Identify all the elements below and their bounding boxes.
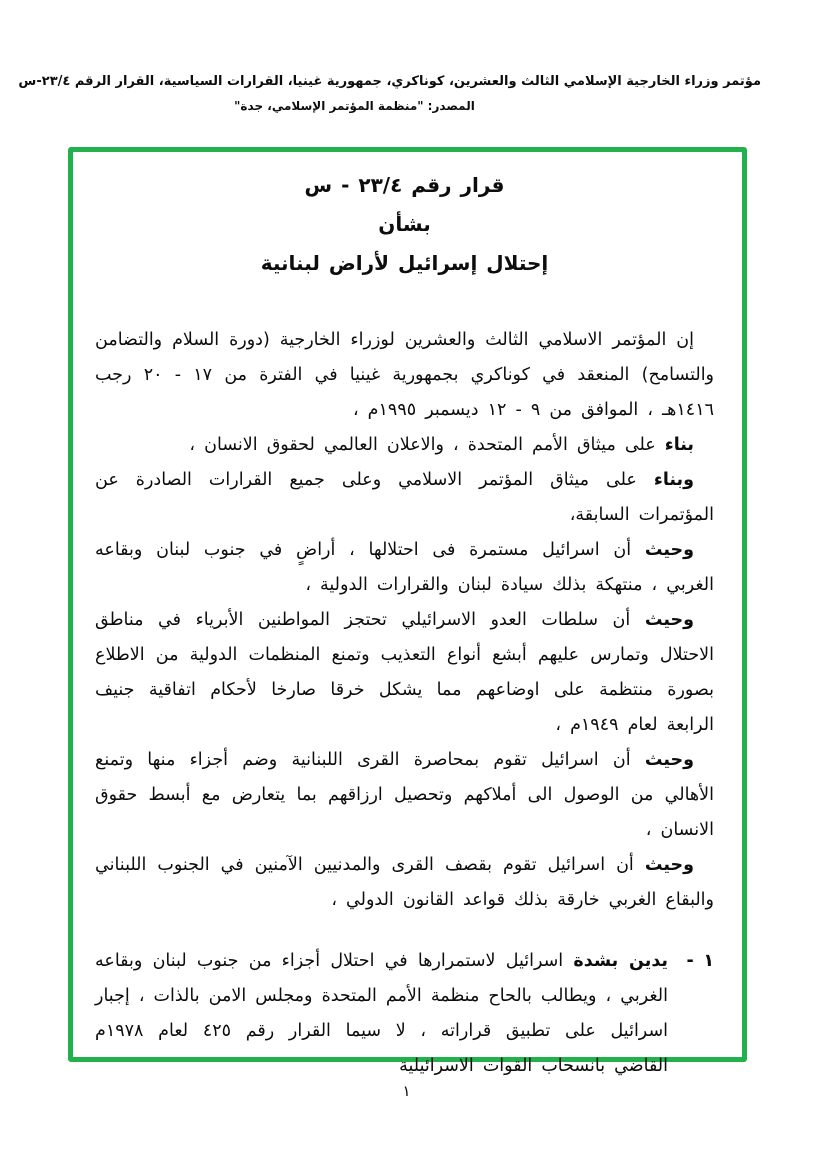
green-highlight-frame <box>68 147 747 1076</box>
paragraph-text: أن سلطات العدو الاسرائيلي تحتجز المواطنين الأبرياء في مناطق الاحتلال وتمارس عليهم أبشع أنواع التعذيب وتمنع المنظمات الدولية من الاطلاع بصورة منتظمة على اوضاعهم مما يشكل خرقا صارخا لأحكام اتفاقية جنيف الرابعة لعام ١٩٤٩م ، <box>95 610 714 735</box>
paragraph-lead: وحيث <box>644 750 694 770</box>
paragraph-text: أن اسرائيل مستمرة فى احتلالها ، أراضٍ في جنوب لبنان وبقاعه الغربي ، منتهكة بذلك سيادة لبنان والقرارات الدولية ، <box>95 540 714 595</box>
document-content <box>73 152 742 1084</box>
preamble-paragraph <box>95 533 714 603</box>
preamble-paragraph <box>95 848 714 918</box>
resolution-body <box>95 323 714 1084</box>
paragraph-lead: وبناء <box>653 470 694 490</box>
paragraph-lead: وحيث <box>644 855 694 875</box>
preamble-paragraph <box>95 743 714 848</box>
paragraph-text: أن اسرائيل تقوم بقصف القرى والمدنيين الآمنين في الجنوب اللبناني والبقاع الغربي خارقة بذلك قواعد القانون الدولي ، <box>95 855 714 910</box>
item-lead: يدين بشدة <box>573 951 668 971</box>
paragraph-lead: بناء <box>664 435 694 455</box>
item-text-paragraph <box>95 944 668 1084</box>
item-number: ١ - <box>686 951 714 971</box>
resolution-subject-title: إحتلال إسرائيل لأراض لبنانية <box>260 251 549 275</box>
resolution-subject-word: بشأن <box>378 212 431 236</box>
header-source-line: مؤتمر وزراء الخارجية الإسلامي الثالث والعشرين، كوناكري، جمهورية غينيا، القرارات السياسية، القرار الرقم ٢٣/٤-س <box>18 74 761 89</box>
resolution-number-title: قرار رقم ٢٣/٤ - س <box>304 173 505 197</box>
preamble-paragraph <box>95 428 714 463</box>
paragraph-text: على ميثاق المؤتمر الاسلامي وعلى جميع القرارات الصادرة عن المؤتمرات السابقة، <box>95 470 714 525</box>
header-publisher-line: المصدر: "منظمة المؤتمر الإسلامي، جدة" <box>234 99 475 113</box>
resolution-item-1 <box>95 944 714 1084</box>
preamble-paragraph <box>95 603 714 743</box>
preamble-paragraph <box>95 323 714 428</box>
item-text: اسرائيل لاستمرارها في احتلال أجزاء من جنوب لبنان وبقاعه الغربي ، ويطالب بالحاح منظمة الأمم المتحدة ومجلس الامن بالذات ، إجبار اسرائيل على تطبيق قراراته ، لا سيما القرار رقم ٤٢٥ لعام ١٩٧٨م القاضي بانسحاب القوات الاسرائيلية <box>95 951 668 1076</box>
preamble-paragraph <box>95 463 714 533</box>
document-header <box>18 74 761 113</box>
paragraph-text: على ميثاق الأمم المتحدة ، والاعلان العالمي لحقوق الانسان ، <box>189 435 665 455</box>
paragraph-text: إن المؤتمر الاسلامي الثالث والعشرين لوزراء الخارجية (دورة السلام والتضامن والتسامح) المنعقد في كوناكري بجمهورية غينيا في الفترة من ١٧ - ٢٠ رجب ١٤١٦هـ ، الموافق من ٩ - ١٢ ديسمبر ١٩٩٥م ، <box>95 330 715 420</box>
page-number: ١ <box>402 1082 411 1100</box>
resolution-title-block <box>95 166 714 283</box>
paragraph-lead: وحيث <box>644 540 694 560</box>
paragraph-lead: وحيث <box>644 610 694 630</box>
paragraph-text: أن اسرائيل تقوم بمحاصرة القرى اللبنانية وضم أجزاء منها وتمنع الأهالي من الوصول الى أملاكهم وتحصيل ارزاقهم بما يتعارض مع أبسط حقوق الانسان ، <box>95 750 714 840</box>
